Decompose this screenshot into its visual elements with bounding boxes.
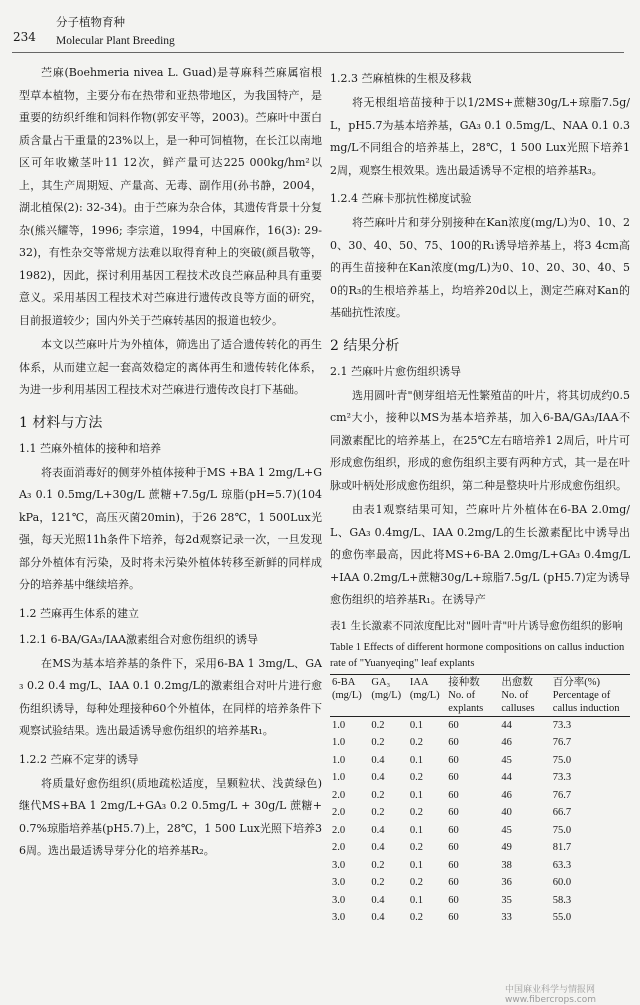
table-cell: 2.0 — [332, 824, 346, 836]
section-1-1-heading: 1.1 苎麻外植体的接种和培养 — [19, 441, 161, 455]
header-rule — [12, 52, 624, 53]
table-cell: 40 — [501, 807, 512, 818]
table-header-row — [330, 674, 630, 716]
table-cell: 0.2 — [371, 859, 385, 871]
table-row — [330, 752, 630, 770]
table-cell: 3.0 — [332, 859, 346, 871]
section-1-2-2-heading: 1.2.2 苎麻不定芽的诱导 — [19, 752, 139, 766]
table-cell: 0.1 — [409, 894, 424, 906]
table-cell: 60 — [448, 772, 459, 783]
table-cell: 60 — [448, 842, 459, 853]
table-cell: 60 — [448, 912, 459, 923]
table-cell: 36 — [501, 877, 512, 888]
table-cell: 2.0 — [332, 789, 346, 801]
table-cell: 3.0 — [332, 877, 346, 888]
table-cell: 0.2 — [409, 772, 424, 783]
table-cell: 0.4 — [371, 772, 385, 783]
table-row — [330, 892, 630, 910]
table-cell: 60 — [448, 894, 459, 906]
section-1-2-2-text: 将质量好愈伤组织(质地疏松适度，呈颗粒状、浅黄绿色)继代MS+BA 1 2mg/L+GA₃ 0.2 0.5mg/L + 30g/L 蔗糖+0.7%琼脂培养基(pH5.7)上，28℃，1 500 Lux光照下培养3 6周。选出最适诱导芽分化的培养基R₂。 — [19, 776, 322, 857]
table-cell: 44 — [501, 719, 512, 731]
table-row — [330, 874, 630, 892]
table-header-cell: 出愈数 No. of calluses — [499, 674, 550, 716]
table-cell: 45 — [501, 754, 512, 766]
section-2-1-paragraph-2: 由表1观察结果可知，苎麻叶片外植体在6-BA 2.0mg/L、GA₃ 0.4mg/L、IAA 0.2mg/L的生长激素配比中诱导出的愈伤率最高，因此将MS+6-BA 2.0mg/L+GA₃ 0.4mg/L+IAA 0.2mg/L+蔗糖30g/L+琼脂7.5g/L (pH5.7)定为诱导愈伤组织的培养基R₁。在诱导产 — [330, 503, 630, 606]
table-header-cell: 6-BA (mg/L) — [330, 674, 369, 716]
table-cell: 35 — [501, 894, 512, 906]
section-1-2-1-heading: 1.2.1 6-BA/GA₃/IAA激素组合对愈伤组织的诱导 — [19, 632, 259, 646]
section-1-1-text: 将表面消毒好的侧芽外植体接种于MS +BA 1 2mg/L+GA₃ 0.1 0.5mg/L+30g/L 蔗糖+7.5g/L 琼脂(pH=5.7)(104kPa，121℃，高压灭菌20min)，于26 28℃，1 500Lux光强，每天光照11h条件下培养，每2d观察记录一次，一旦发现部分外植体有污染，及时将未污染外植体转移至新鲜的同样成分的培养基中继续培养。 — [19, 465, 322, 591]
table-cell: 60 — [448, 807, 459, 818]
intro-paragraph-1: 苎麻(Boehmeria nivea L. Guad)是荨麻科苎麻属宿根型草本植物，主要分布在热带和亚热带地区，为我国特产，是重要的纺织纤维和饲料作物(郭安平等，2003)。苎麻叶中蛋白质含量占干重量的23%以上，是一种可饲植物，在长江以南地区可年收嫩茎叶11 12次，鲜产量可达225 000kg/hm²以上，其生产周期短、产量高、无毒、副作用(孙书静，2004，湖北植保(2): 32-34)。由于苎麻为杂合体，其遗传背景十分复杂(熊兴耀等，1996; 李宗道，1994，中国麻作，16(3): 29-32)，有性杂交等常规方法难以取得育种上的突破(颜昌敬等，1982)，因此，探讨利用基因工程技术改良苎麻品种具有重要意义。采用基因工程技术对苎麻进行遗传改良等方面的研究，目前报道较少；国内外关于苎麻转基因的报道也较少。 — [19, 66, 322, 327]
table-cell: 66.7 — [552, 807, 572, 818]
section-1-2-heading: 1.2 苎麻再生体系的建立 — [19, 606, 139, 620]
table-cell: 0.1 — [409, 824, 424, 836]
table-cell: 75.0 — [552, 754, 572, 766]
section-2-1-heading: 2.1 苎麻叶片愈伤组织诱导 — [330, 364, 461, 378]
table-cell: 55.0 — [552, 912, 572, 923]
table-cell: 0.4 — [371, 842, 385, 853]
table-cell: 1.0 — [332, 737, 346, 748]
table-cell: 0.1 — [409, 859, 424, 871]
table-cell: 60 — [448, 789, 459, 801]
page-header — [0, 0, 640, 52]
table-cell: 0.1 — [409, 754, 424, 766]
table-cell: 0.2 — [371, 737, 385, 748]
watermark: 中国麻业科学与情报网 www.fibercrops.com — [505, 985, 596, 1005]
table-cell: 0.4 — [371, 824, 385, 836]
table-cell: 46 — [501, 737, 512, 748]
table-cell: 1.0 — [332, 719, 346, 731]
table-cell: 0.1 — [409, 789, 424, 801]
table-cell: 63.3 — [552, 859, 572, 871]
table-cell: 0.2 — [409, 807, 424, 818]
intro-paragraph-2: 本文以苎麻叶片为外植体，筛选出了适合遗传转化的再生体系，从而建立起一套高效稳定的离体再生和遗传转化体系，为进一步利用基因工程技术对苎麻进行遗传改良打下基础。 — [19, 338, 322, 396]
table-body — [330, 716, 630, 927]
table-header-cell: 接种数 No. of explants — [446, 674, 499, 716]
table-1 — [330, 674, 630, 927]
table-cell: 60 — [448, 859, 459, 871]
right-column — [330, 62, 630, 927]
table-cell: 2.0 — [332, 807, 346, 818]
table-cell: 45 — [501, 824, 512, 836]
table-cell: 60 — [448, 754, 459, 766]
table-cell: 0.2 — [371, 789, 385, 801]
table-cell: 76.7 — [552, 737, 572, 748]
section-2-heading: 2 结果分析 — [330, 337, 400, 354]
table-cell: 1.0 — [332, 754, 346, 766]
table-cell: 58.3 — [552, 894, 572, 906]
section-1-2-1-text: 在MS为基本培养基的条件下，采用6-BA 1 3mg/L、GA₃ 0.2 0.4 mg/L、IAA 0.1 0.2mg/L的激素组合对叶片进行愈伤组织诱导，每种处理接种60个外植体，在同样的培养条件下观察试验结果。选出最适诱导愈伤组织的培养基R₁。 — [19, 656, 322, 737]
table-header-cell: 百分率(%) Percentage of callus induction — [551, 674, 630, 716]
table-cell: 33 — [501, 912, 512, 923]
table-cell: 73.3 — [552, 772, 572, 783]
section-1-2-3-text: 将无根组培苗接种于以1/2MS+蔗糖30g/L+琼脂7.5g/L，pH5.7为基本培养基，GA₃ 0.1 0.5mg/L、NAA 0.1 0.3 mg/L不同组合的培养基上，28℃，1 500 Lux光照下培养1 2周，观察生根效果。选出最适诱导不定根的培养基R₃。 — [330, 96, 630, 177]
table-cell: 3.0 — [332, 912, 346, 923]
table-cell: 0.1 — [409, 719, 424, 731]
table-row — [330, 857, 630, 875]
journal-title-cn: 分子植物育种 — [56, 15, 125, 29]
section-1-2-4-heading: 1.2.4 苎麻卡那抗性梯度试验 — [330, 192, 472, 205]
table-cell: 60.0 — [552, 877, 572, 888]
table-cell: 75.0 — [552, 824, 572, 836]
table-cell: 0.2 — [409, 842, 424, 853]
table-cell: 0.2 — [409, 737, 424, 748]
table-cell: 60 — [448, 719, 459, 731]
table-cell: 49 — [501, 842, 512, 853]
table-row — [330, 804, 630, 822]
table-caption-cn: 表1 生长激素不同浓度配比对"圆叶青"叶片诱导愈伤组织的影响 — [330, 619, 623, 632]
table-cell: 0.2 — [371, 719, 385, 731]
table-row — [330, 839, 630, 857]
table-cell: 73.3 — [552, 719, 572, 731]
table-cell: 3.0 — [332, 894, 346, 906]
table-header-cell: GA₃ (mg/L) — [369, 674, 408, 716]
table-cell: 0.4 — [371, 894, 385, 906]
table-cell: 0.4 — [371, 912, 385, 923]
table-row — [330, 769, 630, 787]
table-row — [330, 787, 630, 805]
section-2-1-paragraph-1: 选用圆叶青"侧芽组培无性繁殖苗的叶片，将其切成约0.5cm²大小，接种以MS为基本培养基，加入6-BA/GA₃/IAA不同激素配比的培养基上，在25℃左右暗培养1 2周后，叶片可形成愈伤组织，形成的愈伤组织主要有两种方式，其一是在叶脉或叶柄处形成愈伤组织，第二种是整块叶片形成愈伤组织。 — [330, 388, 630, 492]
table-cell: 0.2 — [409, 877, 424, 888]
table-cell: 0.2 — [371, 807, 385, 818]
section-1-2-4-text: 将苎麻叶片和芽分别接种在Kan浓度(mg/L)为0、10、20、30、40、50、75、100的R₁诱导培养基上，将3 4cm高的再生苗接种在Kan浓度(mg/L)为0、10、20、30、40、50的R₃的生根培养基上，均培养20d以上，测定苎麻对Kan的基础抗性浓度。 — [330, 216, 630, 319]
table-cell: 0.2 — [371, 877, 385, 888]
table-row — [330, 909, 630, 927]
journal-title-en: Molecular Plant Breeding — [56, 35, 175, 47]
table-cell: 81.7 — [552, 842, 572, 853]
table-cell: 38 — [501, 859, 512, 871]
table-cell: 44 — [501, 772, 512, 783]
table-cell: 1.0 — [332, 772, 346, 783]
table-caption-en: Table 1 Effects of different hormone compositions on callus induction rate of "Yuanyeqing" leaf explants — [330, 641, 625, 669]
section-1-2-3-heading: 1.2.3 苎麻植株的生根及移栽 — [330, 72, 472, 85]
table-cell: 0.2 — [409, 912, 424, 923]
left-column — [19, 62, 322, 865]
table-row — [330, 716, 630, 734]
table-row — [330, 734, 630, 752]
table-cell: 2.0 — [332, 842, 346, 853]
page-number: 234 — [13, 30, 36, 44]
table-cell: 0.4 — [371, 754, 385, 766]
table-cell: 60 — [448, 824, 459, 836]
table-cell: 76.7 — [552, 789, 572, 801]
table-header-cell: IAA (mg/L) — [408, 674, 446, 716]
table-cell: 60 — [448, 877, 459, 888]
table-cell: 46 — [501, 789, 512, 801]
table-cell: 60 — [448, 737, 459, 748]
section-1-heading: 1 材料与方法 — [19, 414, 103, 431]
table-row — [330, 822, 630, 840]
